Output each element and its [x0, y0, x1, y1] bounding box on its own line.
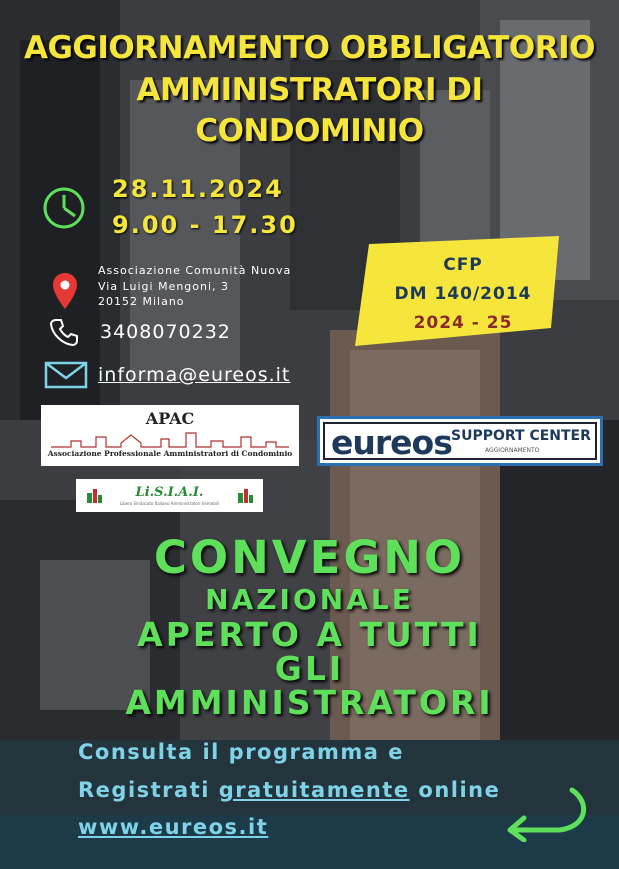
- apac-logo: [41, 405, 299, 466]
- cfp-years: 2024 - 25: [413, 313, 513, 333]
- phone-number[interactable]: 3408070232: [100, 321, 231, 343]
- skyline-icon: [51, 427, 289, 449]
- eureos-logo-sub: AGGIORNAMENTO: [485, 447, 540, 454]
- eureos-logo-frame: [323, 422, 597, 460]
- cta-line-2-post: online: [409, 778, 501, 802]
- eureos-logo-word: eureos: [331, 423, 452, 462]
- convegno-line-5: AMMINISTRATORI: [125, 683, 494, 722]
- location-pin-icon: [53, 273, 77, 309]
- convegno-line-3: APERTO A TUTTI: [137, 615, 482, 654]
- title-line-1: AGGIORNAMENTO OBBLIGATORIO: [23, 30, 596, 66]
- event-date: 28.11.2024: [112, 175, 284, 203]
- envelope-icon: [44, 361, 88, 389]
- lisiai-logo-name: Li.S.I.A.I.: [135, 485, 204, 500]
- cta-line-1: Consulta il programma e: [78, 740, 405, 764]
- website-link[interactable]: www.eureos.it: [78, 815, 269, 839]
- title-line-2: AMMINISTRATORI DI: [136, 72, 483, 108]
- convegno-heading: CONVEGNO: [153, 531, 466, 584]
- convegno-line-2: NAZIONALE: [205, 583, 414, 616]
- eureos-logo-label: SUPPORT CENTER: [451, 428, 591, 444]
- email-link[interactable]: informa@eureos.it: [98, 364, 291, 386]
- lisiai-logo-sub: Libero Sindacato Italiano Amministratori Immobili: [119, 501, 220, 506]
- address-line-1: Associazione Comunità Nuova: [98, 264, 292, 277]
- address-line-2: Via Luigi Mengoni, 3: [98, 280, 230, 293]
- building-icon: [235, 485, 255, 505]
- lisiai-logo: [76, 479, 263, 512]
- curved-arrow-icon: [502, 782, 590, 842]
- address-line-3: 20152 Milano: [98, 295, 185, 308]
- cta-gratuitamente: gratuitamente: [218, 778, 410, 802]
- eureos-logo: [317, 416, 603, 466]
- cfp-label: CFP: [443, 255, 483, 275]
- cfp-decree: DM 140/2014: [394, 284, 532, 304]
- convegno-line-4: GLI: [274, 649, 345, 688]
- apac-logo-title: APAC: [145, 409, 195, 428]
- event-time: 9.00 - 17.30: [112, 211, 298, 239]
- cta-line-2-pre: Registrati: [78, 778, 219, 802]
- cta-line-2: [78, 778, 500, 802]
- apac-logo-subtitle: Associazione Professionale Amministratori di Condominio: [47, 449, 293, 458]
- title-line-3: CONDOMINIO: [195, 113, 424, 149]
- phone-icon: [50, 318, 78, 346]
- clock-icon: [42, 186, 86, 230]
